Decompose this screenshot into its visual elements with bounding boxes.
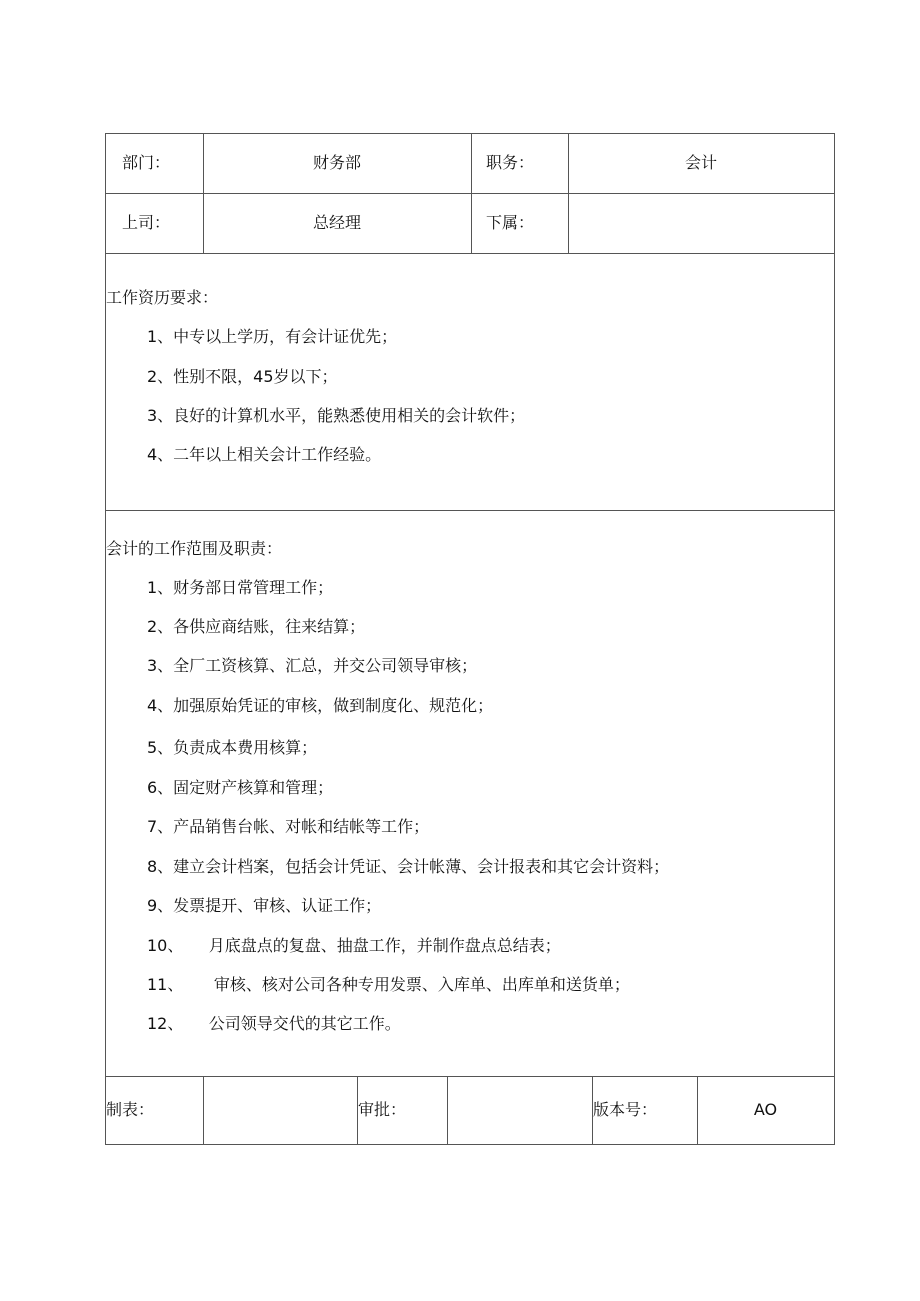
duty-item: 9、发票提开、审核、认证工作； <box>147 896 382 915</box>
table-border <box>568 133 569 253</box>
superior-value: 总经理 <box>312 213 361 232</box>
position-label: 职务： <box>486 153 535 172</box>
duty-item: 8、建立会计档案，包括会计凭证、会计帐薄、会计报表和其它会计资料； <box>147 857 670 876</box>
table-border <box>105 1076 835 1077</box>
table-border <box>105 1144 835 1145</box>
duty-item: 5、负责成本费用核算； <box>147 738 318 757</box>
duty-item: 6、固定财产核算和管理； <box>147 778 334 797</box>
table-border <box>471 133 472 253</box>
duty-item: 3、全厂工资核算、汇总，并交公司领导审核； <box>147 656 478 675</box>
version-label: 版本号： <box>593 1100 658 1119</box>
requirement-item: 1、中专以上学历，有会计证优先； <box>147 327 398 346</box>
table-border <box>105 510 835 511</box>
duties-title: 会计的工作范围及职责： <box>106 539 283 558</box>
requirement-item: 3、良好的计算机水平，能熟悉使用相关的会计软件； <box>147 406 526 425</box>
table-border <box>105 193 835 194</box>
duty-item: 7、产品销售台帐、对帐和结帐等工作； <box>147 817 430 836</box>
duty-item: 2、各供应商结账，往来结算； <box>147 617 366 636</box>
duty-item: 11、 审核、核对公司各种专用发票、入库单、出库单和送货单； <box>147 975 630 994</box>
duty-item: 1、财务部日常管理工作； <box>147 578 334 597</box>
requirement-item: 4、二年以上相关会计工作经验。 <box>147 445 382 464</box>
duty-item: 4、加强原始凭证的审核，做到制度化、规范化； <box>147 696 494 715</box>
table-border <box>105 133 106 1145</box>
table-border <box>105 253 835 254</box>
dept-value: 财务部 <box>312 153 361 172</box>
duty-item: 10、 月底盘点的复盘、抽盘工作，并制作盘点总结表； <box>147 936 561 955</box>
table-border <box>105 133 835 134</box>
superior-label: 上司： <box>122 213 171 232</box>
dept-label: 部门： <box>122 153 171 172</box>
made-by-label: 制表： <box>106 1100 155 1119</box>
subordinate-label: 下属： <box>486 213 535 232</box>
position-value: 会计 <box>684 153 717 172</box>
requirements-title: 工作资历要求： <box>106 288 219 307</box>
duty-item: 12、 公司领导交代的其它工作。 <box>147 1014 401 1033</box>
version-value: AO <box>753 1100 778 1119</box>
requirement-item: 2、性别不限，45岁以下； <box>147 367 338 386</box>
table-border <box>203 133 204 253</box>
table-border <box>834 133 835 1145</box>
table-border <box>203 1076 204 1144</box>
table-border <box>447 1076 448 1144</box>
approve-label: 审批： <box>358 1100 407 1119</box>
